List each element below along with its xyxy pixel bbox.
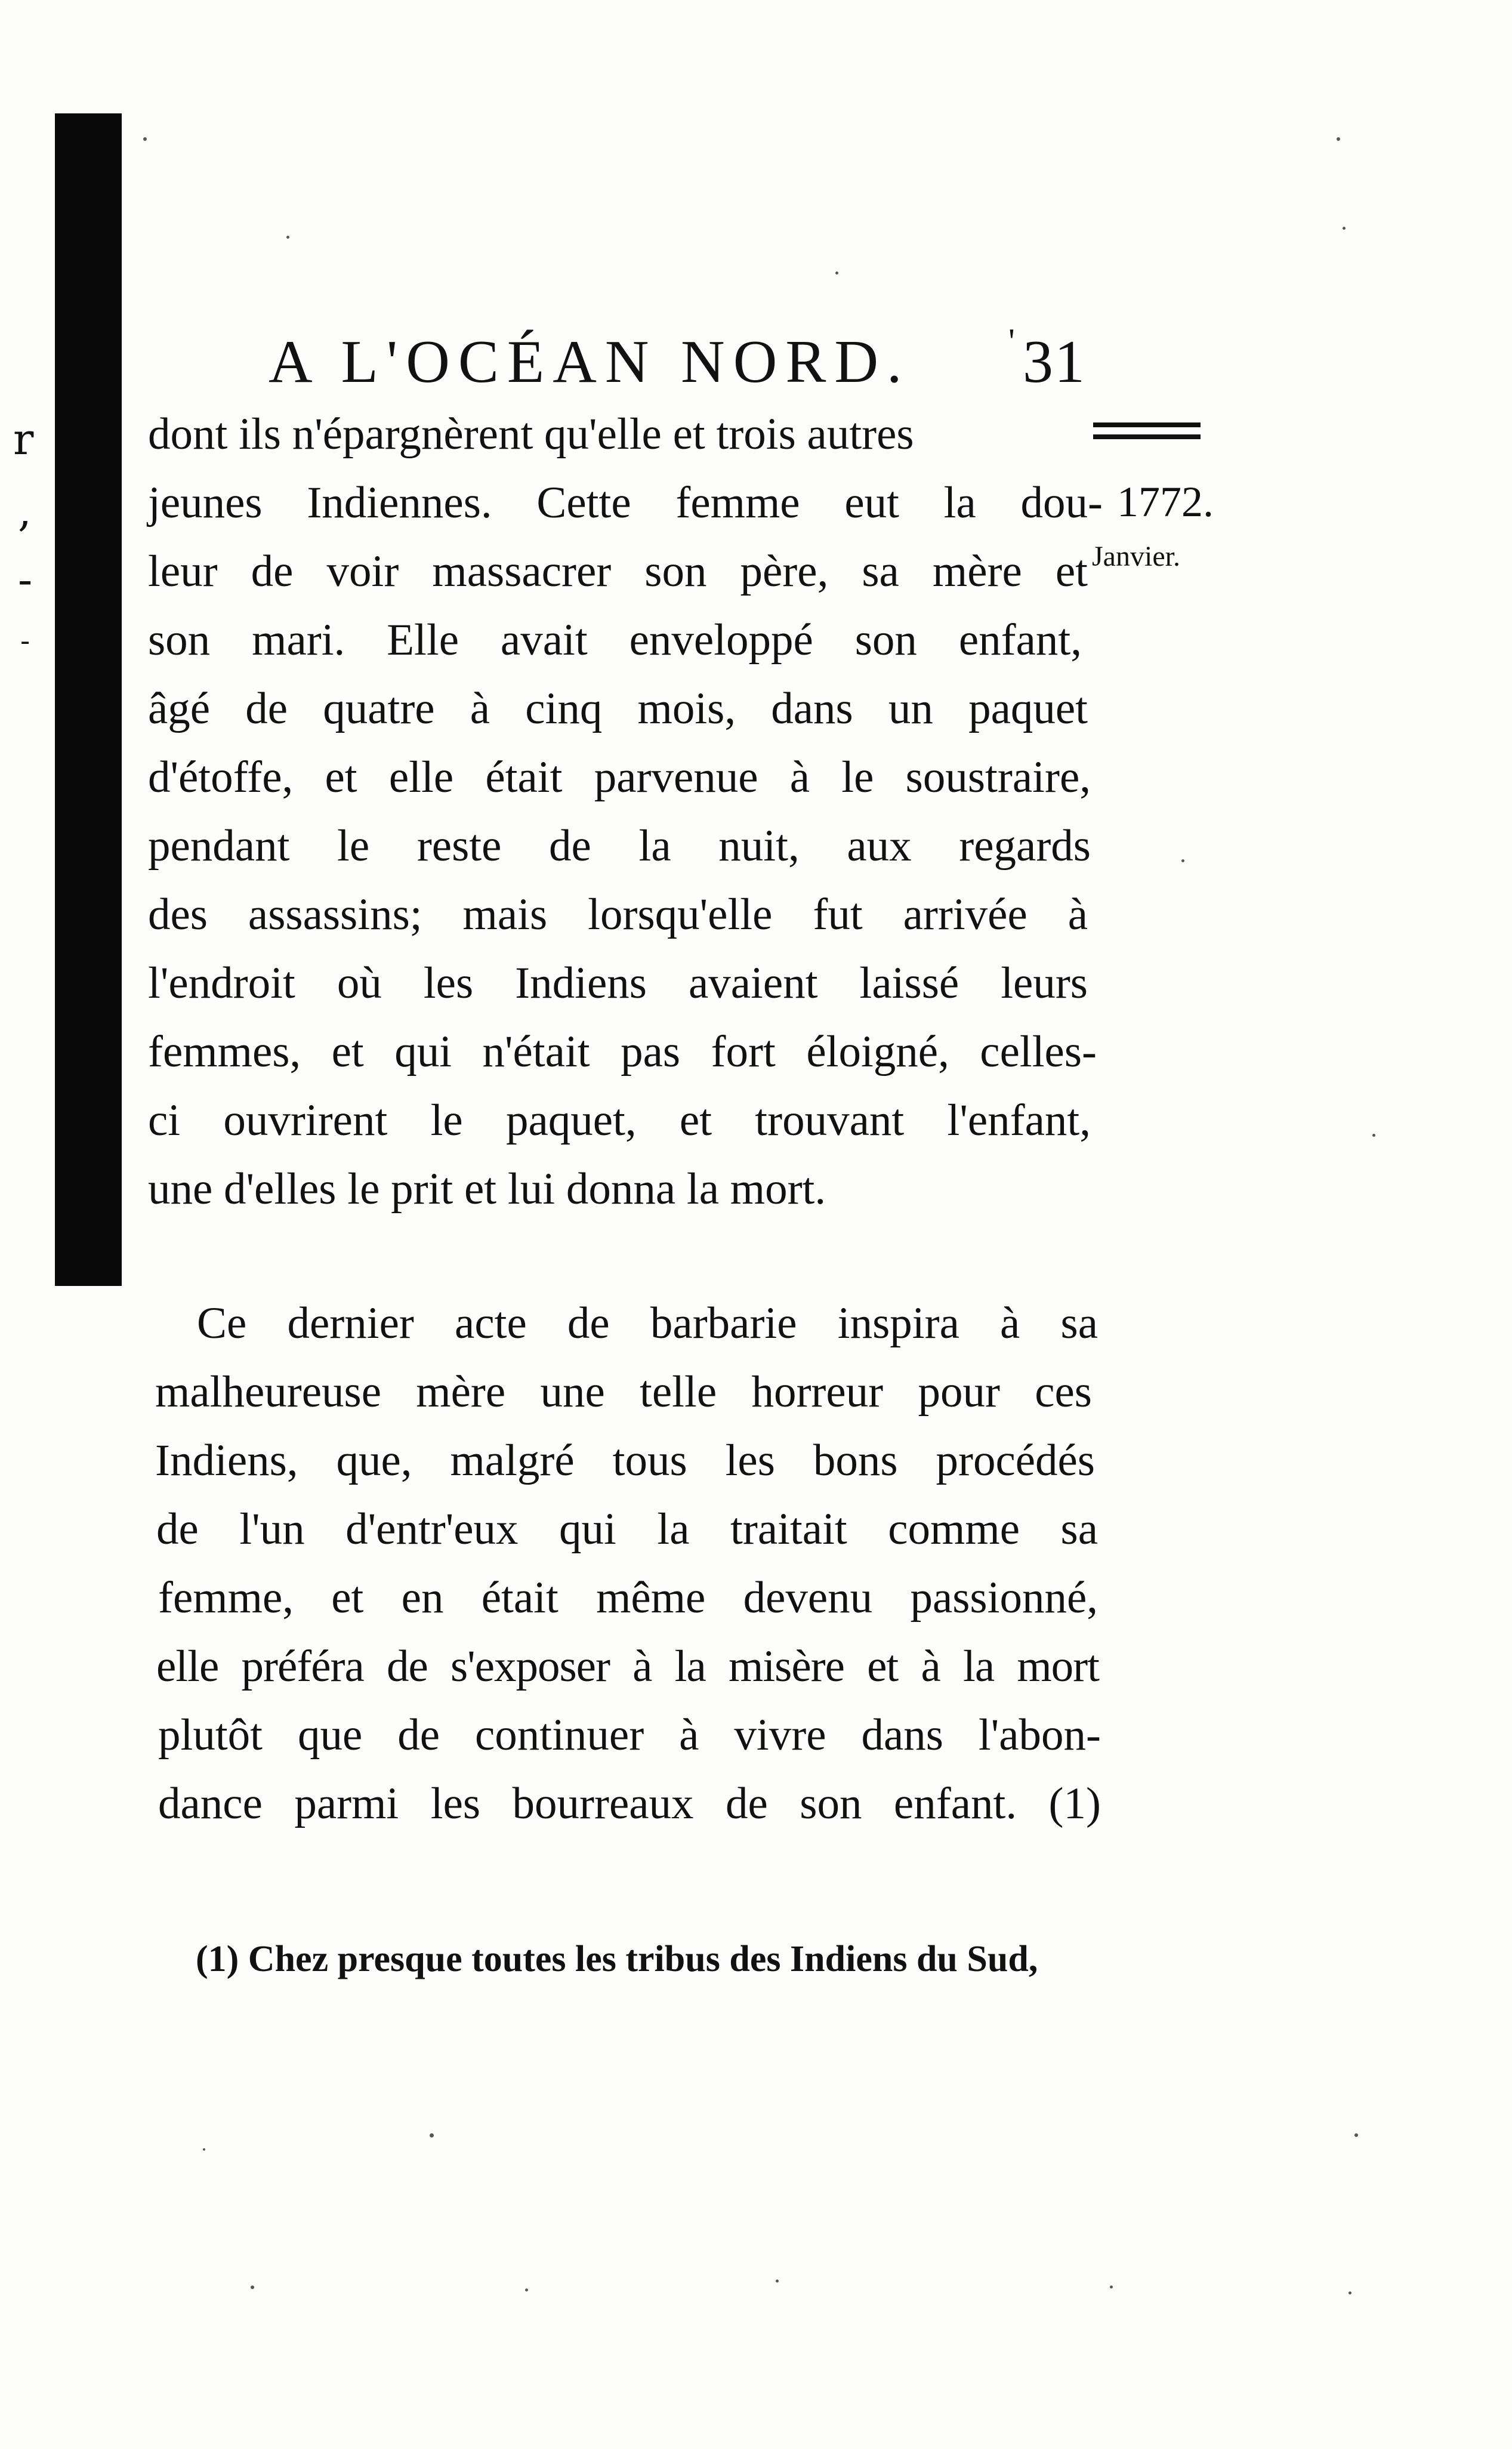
print-speck: [143, 137, 147, 141]
text-line: dont ils n'épargnèrent qu'elle et trois autres: [148, 409, 914, 459]
text-line: malheureuse mère une telle horreur pour ces: [155, 1367, 1092, 1417]
print-speck: [1343, 227, 1346, 230]
text-line: ci ouvrirent le paquet, et trouvant l'enfant,: [148, 1096, 1091, 1145]
text-line: femme, et en était même devenu passionné,: [158, 1573, 1098, 1623]
text-line: âgé de quatre à cinq mois, dans un paquet: [148, 684, 1088, 733]
text-line: l'endroit où les Indiens avaient laissé leurs: [148, 958, 1088, 1008]
print-speck: [1354, 2133, 1358, 2137]
text-line: dance parmi les bourreaux de son enfant. (1): [158, 1779, 1101, 1828]
text-line: femmes, et qui n'était pas fort éloigné, celles-: [148, 1027, 1097, 1077]
stray-mark: ': [1008, 322, 1023, 361]
left-margin-mark: -: [20, 624, 30, 658]
left-margin-mark: ,: [18, 486, 32, 536]
print-speck: [286, 236, 289, 239]
print-speck: [1181, 859, 1184, 862]
text-line: son mari. Elle avait enveloppé son enfant,: [148, 615, 1082, 665]
text-line: Ce dernier acte de barbarie inspira à sa: [197, 1298, 1098, 1348]
print-speck: [430, 2133, 434, 2138]
text-line: une d'elles le prit et lui donna la mort.: [148, 1164, 826, 1214]
text-line: pendant le reste de la nuit, aux regards: [148, 821, 1091, 871]
text-line: d'étoffe, et elle était parvenue à le soustraire,: [148, 752, 1091, 802]
margin-rule: [1093, 422, 1201, 439]
print-speck: [776, 2280, 779, 2283]
left-margin-mark: r: [13, 414, 34, 464]
margin-year: 1772.: [1117, 478, 1214, 526]
left-margin-mark: -: [18, 554, 33, 604]
text-line: de l'un d'entr'eux qui la traitait comme sa: [156, 1504, 1098, 1554]
running-header: [269, 322, 1086, 399]
text-line: jeunes Indiennes. Cette femme eut la dou-: [148, 478, 1103, 528]
print-speck: [1110, 2285, 1113, 2288]
footnote: (1) Chez presque toutes les tribus des Indiens du Sud,: [196, 1939, 1038, 1979]
page-number: 31: [1023, 328, 1086, 396]
print-speck: [1372, 1134, 1375, 1137]
text-line: elle préféra de s'exposer à la misère et à la mort: [156, 1642, 1099, 1691]
text-line: des assassins; mais lorsqu'elle fut arrivée à: [148, 890, 1088, 939]
print-speck: [251, 2285, 254, 2289]
running-title: A L'OCÉAN NORD.: [269, 328, 911, 396]
print-speck: [1349, 2291, 1351, 2294]
print-speck: [835, 272, 838, 274]
text-line: plutôt que de continuer à vivre dans l'abon-: [158, 1710, 1101, 1760]
text-line: Indiens, que, malgré tous les bons procédés: [155, 1436, 1095, 1485]
print-speck: [525, 2288, 528, 2291]
print-speck: [1337, 137, 1340, 141]
margin-month: Janvier.: [1092, 541, 1180, 572]
print-speck: [203, 2148, 205, 2151]
text-line: leur de voir massacrer son père, sa mère et: [148, 547, 1088, 596]
binding-shadow-bar: [55, 113, 122, 1286]
